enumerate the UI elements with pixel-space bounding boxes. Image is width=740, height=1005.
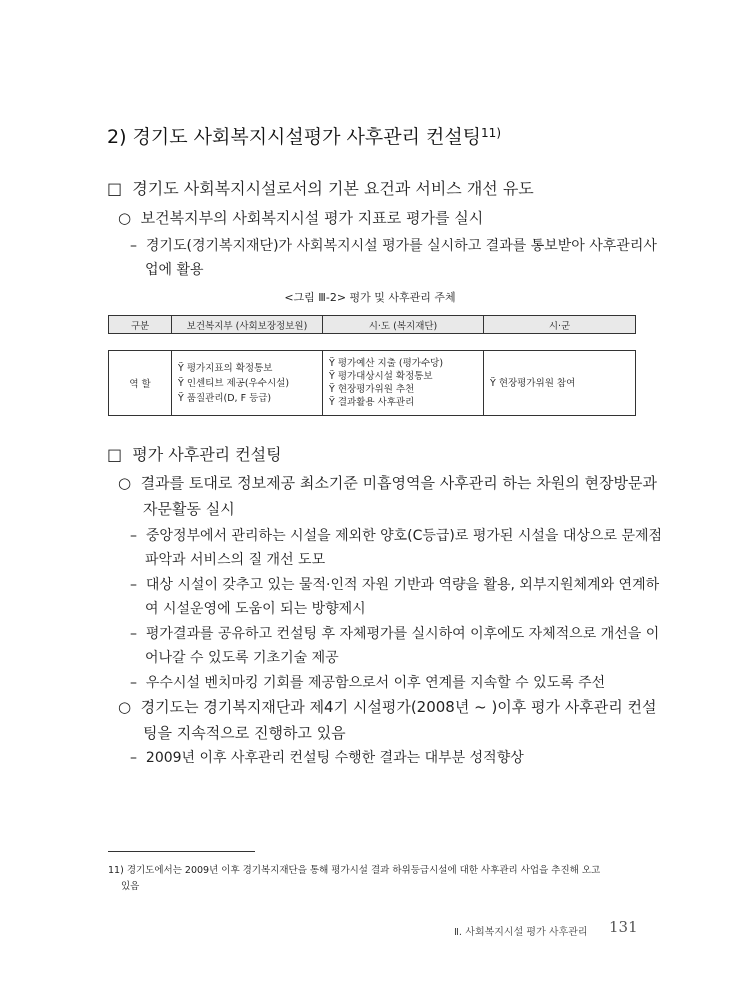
section2-bullet1: ○ 결과를 토대로 정보제공 최소기준 미흡영역을 사후관리 하는 차원의 현장방문과 [118,474,657,492]
ministry-roles [172,351,323,416]
province-roles [323,351,484,416]
footnote-ref[interactable]: 11) [481,126,501,140]
list-item: Ÿ 평가지표의 확정통보 [178,362,273,374]
footnote-divider [108,851,255,852]
figure-header-table [108,315,636,334]
section2-dash3-cont: 어나갈 수 있도록 기초기술 제공 [145,650,339,666]
section1-dash1-cont: 업에 활용 [145,262,204,278]
list-item: Ÿ 인센티브 제공(우수시설) [178,377,290,389]
list-item: Ÿ 현장평가위원 참여 [490,377,576,389]
dash-bullet-icon: – [130,626,137,642]
row-label-role: 역 할 [109,351,172,416]
dash-bullet-icon: – [130,675,137,691]
circle-bullet-icon: ○ [118,209,132,227]
circle-bullet-icon: ○ [118,698,132,716]
dash-bullet-icon: – [130,577,137,593]
list-item: Ÿ 품질관리(D, F 등급) [178,392,272,404]
section2-dash1-cont: 파악과 서비스의 질 개선 도모 [145,552,326,568]
dash-bullet-icon: – [130,238,137,254]
section2-bullet2-cont: 팅을 지속적으로 진행하고 있음 [143,724,346,742]
square-bullet-icon: □ [107,179,123,198]
list-item: Ÿ 평가예산 지출 (평가수당) [329,358,444,369]
section1-dash1: – 경기도(경기복지재단)가 사회복지시설 평가를 실시하고 결과를 통보받아 사후관리사 [130,238,657,254]
list-item: Ÿ 평가대상시설 확정통보 [329,371,433,382]
section2-dash2: – 대상 시설이 갖추고 있는 물적·인적 자원 기반과 역량을 활용, 외부지원체계와 연계하 [130,577,660,593]
section2-bullet2: ○ 경기도는 경기복지재단과 제4기 시설평가(2008년 ~ )이후 평가 사후관리 컨설 [118,698,657,716]
section2-title: 평가 사후관리 컨설팅 [132,445,282,464]
section2-dash3: – 평가결과를 공유하고 컨설팅 후 자체평가를 실시하여 이후에도 자체적으로 개선을 이 [130,626,660,642]
footnote-line: 11) 경기도에서는 2009년 이후 경기복지재단을 통해 평가시설 결과 하위등급시설에 대한 사후관리 사업을 추진해 오고 [108,865,601,876]
page-number: 131 [609,918,638,936]
figure-caption: <그림 Ⅲ-2> 평가 및 사후관리 주체 [284,291,456,304]
dash-bullet-icon: – [130,528,137,544]
section2-dash2-cont: 여 시설운영에 도움이 되는 방향제시 [145,601,366,617]
list-item: Ÿ 현장평가위원 추천 [329,384,415,395]
figure-role-table [108,350,636,416]
footnote [108,863,600,895]
section2-dash5: – 2009년 이후 사후관리 컨설팅 수행한 결과는 대부분 성적향상 [130,750,524,766]
section-title: 2) 경기도 사회복지시설평가 사후관리 컨설팅$^{11)}$ [107,126,501,148]
circle-bullet-icon: ○ [118,474,132,492]
list-item: Ÿ 결과활용 사후관리 [329,397,415,408]
section1-heading [107,176,534,199]
header-city: 시·군 [484,316,636,334]
header-category: 구분 [109,316,172,334]
section2-dash4: – 우수시설 벤치마킹 기회를 제공함으로서 이후 연계를 지속할 수 있도록 주선 [130,675,606,691]
header-ministry: 보건복지부 (사회보장정보원) [172,316,323,334]
footnote-line: 있음 [121,881,140,892]
header-province: 시·도 (복지재단) [323,316,484,334]
city-roles [484,351,636,416]
dash-bullet-icon: – [130,750,137,766]
square-bullet-icon: □ [107,445,123,464]
section2-heading [107,442,282,465]
section1-title: 경기도 사회복지시설로서의 기본 요건과 서비스 개선 유도 [132,179,534,198]
section1-bullet1: ○ 보건복지부의 사회복지시설 평가 지표로 평가를 실시 [118,209,484,227]
section2-dash1: – 중앙정부에서 관리하는 시설을 제외한 양호(C등급)로 평가된 시설을 대상으로 문제점 [130,528,663,544]
section2-bullet1-cont: 자문활동 실시 [143,500,235,518]
chapter-title: Ⅱ. 사회복지시설 평가 사후관리 [454,927,588,938]
